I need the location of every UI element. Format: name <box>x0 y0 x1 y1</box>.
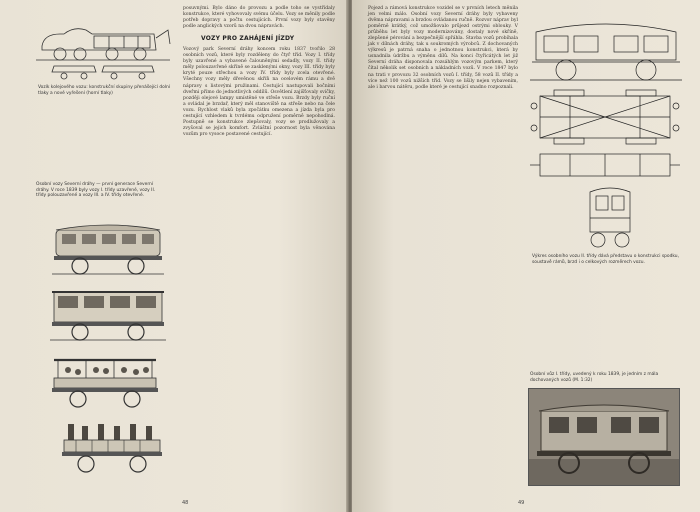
wagon-plan-drawing <box>530 150 680 180</box>
carriage-second-class <box>50 282 166 342</box>
right-page-number: 49 <box>518 500 525 506</box>
carriage-third-class <box>50 352 160 410</box>
left-page-number: 48 <box>182 500 189 506</box>
carriage-fourth-class <box>60 420 164 478</box>
left-col1-para: posuvnými. Bylo dáno do provozu a podle toho se vystřídaly konstrukce, které vyhovovaly svému účelu. Vozy se měnily podle potřeb dopravy a počtu cestujících. První vozy byly stavěny podle anglických vzorů na dvou nápravách. <box>183 6 335 30</box>
left-col2-para: Vozový park Severní dráhy koncem roku 1837 tvořilo 28 osobních vozů, které byly rozděleny do čtyř tříd. Vozy I. třídy byly uzavřené a vybavené čalouněnými sedadly, vozy II. třídy měly polouzavřené skříně se zasklenými okny, vozy III. třídy byly kryté pouze střechou a vozy IV. třídy byly zcela otevřené. Všechny vozy měly dřevěnou skříň na ocelovém rámu a dvě nápravy s listovými pružinami. Cestující nastupovali bočními dveřmi přímo do jednotlivých oddílů. Osvětlení zajišťovaly svíčky, později olejové lampy umístěné ve střeše vozu. Brzdy byly ruční a ovládal je brzdař, který měl stanoviště na střeše nebo na čele vozu. Rychlost vlaků byla zpočátku omezena a jízda byla pro cestující vzhledem k tvrdému odpružení poměrně nepohodlná. Postupně se konstrukce zlepšovaly, vozy se prodlužovaly a zvyšoval se jejich komfort. Zvláštní pozornost byla věnována vozům pro vysoce postavené cestující. <box>183 47 335 137</box>
right-page <box>352 0 700 512</box>
bogie-drawing <box>34 20 174 82</box>
carriage-photo-image <box>529 389 679 485</box>
top-caption: Vozík kolejového vozu: konstrukční skupiny přenášející dolní tlaky a nové vyřešení (horní tlaky) <box>38 85 171 96</box>
side-caption: Osobní vozy Severní dráhy — první generace Severní dráhy. V roce 1839 byly vozy I. třídy uzavřené, vozy II. třídy polouzavřené a vozy III. a IV. třídy otevřené. <box>36 182 156 199</box>
section-heading: VOZY PRO ZAHÁJENÍ JÍZDY <box>201 35 295 43</box>
wagon-side-drawing <box>530 14 682 82</box>
wagon-underframe-drawing <box>530 86 680 148</box>
right-top-caption: Výkres osobního vozu II. třídy dává představu o konstrukci spodku, soustavě rámů, brzd i o celkových rozměrech vozu. <box>532 254 679 265</box>
carriage-first-class <box>52 218 164 276</box>
left-col1-text <box>183 6 335 138</box>
wagon-end-drawing <box>584 182 636 250</box>
left-page <box>0 0 348 512</box>
right-photo-caption: Osobní vůz I. třídy, uvedený k roku 1839, je jedním z mála dochovaných vozů (M. 1:32) <box>530 372 659 383</box>
carriage-photo <box>528 388 680 486</box>
right-col1-para: Pojezd a rámová konstrukce vozidel se v prvních letech měnila jen velmi málo. Osobní vozy Severní dráhy byly vybaveny dvěma nápravami a brzdou ovládanou ručně. Rozvor náprav byl poměrně krátký, což umožňovalo průjezd ostrými oblouky. V průběhu let byly vozy modernizovány, dostaly nové skříně, zlepšené pérování a bezpečnější spřáhla. Stavba vozů probíhala jak v dílnách dráhy, tak u soukromých výrobců. Z dochovaných výkresů je patrná snaha o jednotnou konstrukci, která by usnadnila údržbu a výměnu dílů. Na konci čtyřicátých let již Severní dráha disponovala rozsáhlým vozovým parkem, který čítal několik set osobních a nákladních vozů. V roce 1847 bylo na trati v provozu 32 osobních vozů I. třídy, 58 vozů II. třídy a více než 100 vozů nižších tříd. Vozy se lišily nejen vybavením, ale i barvou nátěru, podle které je cestující snadno rozpoznali. <box>368 6 518 90</box>
right-col1-text <box>368 6 518 91</box>
